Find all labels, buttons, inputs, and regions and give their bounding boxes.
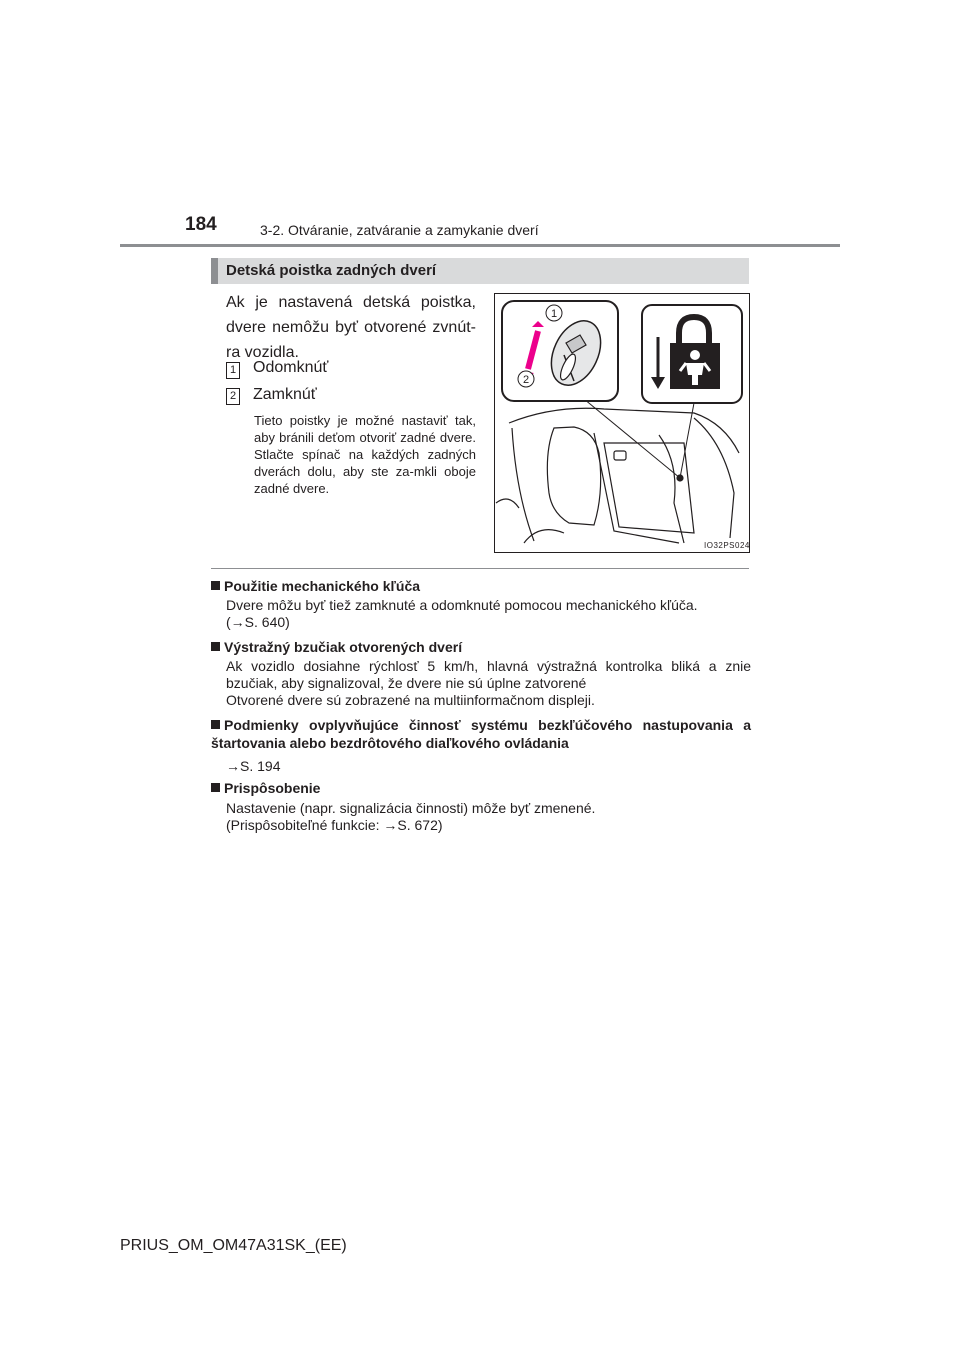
page-number: 184: [185, 214, 217, 235]
note-body-customization: Nastavenie (napr. signalizácia činnosti) môže byť zmenené. (Prispôsobiteľné funkcie: →S. 672): [226, 800, 596, 833]
callout-2: 2: [522, 374, 530, 386]
unlock-label: Odomknúť: [253, 359, 329, 376]
note-heading-door-buzzer: Výstražný bzučiak otvorených dverí: [211, 638, 751, 656]
square-bullet-icon: [211, 581, 220, 590]
square-bullet-icon: [211, 720, 220, 729]
header-divider: [120, 244, 840, 247]
figure-code: IO32PS024: [704, 541, 750, 550]
square-bullet-icon: [211, 642, 220, 651]
door-lock-switch-icon: [502, 301, 618, 401]
chapter-title: 3-2. Otváranie, zatváranie a zamykanie dverí: [260, 222, 539, 238]
step-number-1: 1: [226, 362, 240, 379]
intro-paragraph: Ak je nastavená detská poistka, dvere nemôžu byť otvorené zvnút-ra vozidla.: [226, 294, 476, 361]
child-lock-note: Tieto poistky je možné nastaviť tak, aby bránili deťom otvoriť zadné dvere. Stlačte spínač na každých zadných dverách dolu, aby ste za-mkli oboje zadné dvere.: [254, 413, 476, 496]
square-bullet-icon: [211, 783, 220, 792]
footer-document-id: PRIUS_OM_OM47A31SK_(EE): [120, 1237, 347, 1254]
section-heading-accent: [211, 258, 218, 284]
note-body-smart-entry: →S. 194: [226, 758, 281, 774]
note-body-mechanical-key: Dvere môžu byť tiež zamknuté a odomknuté pomocou mechanického kľúča. (→S. 640): [226, 597, 698, 630]
child-lock-illustration: [494, 293, 750, 553]
note-heading-mechanical-key: Použitie mechanického kľúča: [211, 577, 751, 595]
note-heading-smart-entry: Podmienky ovplyvňujúce činnosť systému bezkľúčového nastupovania a štartovania alebo bezdrôtového diaľkového ovládania: [211, 717, 751, 751]
section-title: Detská poistka zadných dverí: [226, 262, 437, 279]
note-heading-customization: Prispôsobenie: [211, 779, 751, 797]
lock-label: Zamknúť: [253, 386, 317, 403]
section-divider: [211, 568, 749, 569]
callout-1: 1: [550, 308, 558, 320]
step-number-2: 2: [226, 388, 240, 405]
note-body-door-buzzer: Ak vozidlo dosiahne rýchlosť 5 km/h, hlavná výstražná kontrolka bliká a znie bzučiak, aby signalizoval, že dvere nie sú úplne zatvorené Otvorené dvere sú zobrazené na multiinformačnom displeji.: [226, 658, 751, 708]
